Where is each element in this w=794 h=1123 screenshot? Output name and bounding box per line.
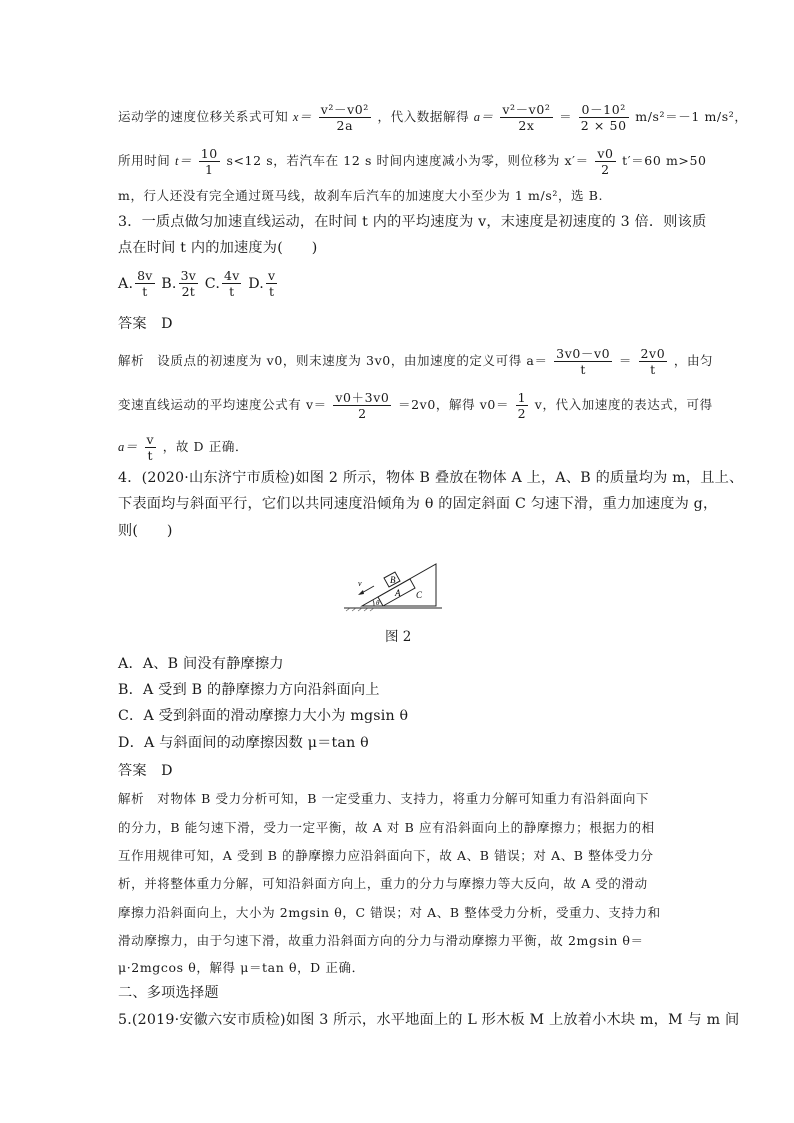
solution-line: m，行人还没有完全通过斑马线，故刹车后汽车的加速度大小至少为 1 m/s²，选 B. — [118, 188, 604, 203]
fraction: $\frac{10}{1}$ — [200, 146, 218, 177]
option-d: D．A 与斜面间的动摩擦因数 μ＝tan θ — [118, 735, 369, 751]
explanation-line: a＝ $\frac{v}{t}$ ，故 D 正确． — [118, 432, 249, 463]
option-c: C．A 受到斜面的滑动摩擦力大小为 mgsin θ — [118, 708, 409, 724]
label-c: C — [416, 590, 423, 600]
fraction: $\frac{\text{v²－v0²}}{2x}$ — [502, 102, 551, 133]
explanation-line: 互作用规律可知，A 受到 B 的静摩擦力应沿斜面向下，故 A、B 错误；对 A、B 整体受力分 — [118, 848, 654, 863]
explanation-line: 解析 对物体 B 受力分析可知，B 一定受重力、支持力，将重力分解可知重力有沿斜面向下 — [118, 791, 650, 806]
option-a: A．A、B 间没有静摩擦力 — [118, 656, 284, 672]
figure-caption: 图 2 — [385, 629, 412, 645]
answer-label: 答案 D — [118, 316, 173, 332]
option-b: B. $\frac{3v}{2t}$ — [161, 268, 197, 299]
question-5-stem: 5.(2019·安徽六安市质检)如图 3 所示，水平地面上的 L 形木板 M 上放着小木块 m，M 与 m 间 — [118, 1012, 740, 1028]
fraction: $\frac{\text{0－10²}}{2 \times 50}$ — [580, 102, 627, 133]
incline-diagram — [340, 548, 446, 612]
section-heading: 二、多项选择题 — [118, 985, 219, 1001]
question-4-stem: 则( ) — [118, 523, 173, 539]
answer-label: 答案 D — [118, 763, 173, 779]
option-c: C. $\frac{4v}{t}$ — [204, 268, 240, 299]
label-theta: θ — [376, 599, 380, 607]
question-3-options — [118, 268, 682, 299]
fraction: $\frac{1}{2}$ — [517, 390, 527, 421]
question-3-stem: 3．一质点做匀加速直线运动，在时间 t 内的平均速度为 v，末速度是初速度的 3 倍．则该质 — [118, 214, 707, 230]
explanation-line: 的分力，B 能匀速下滑，受力一定平衡，故 A 对 B 应有沿斜面向上的静摩擦力；根据力的相 — [118, 820, 655, 835]
label-a: A — [395, 588, 401, 598]
solution-line: 所用时间 t＝ $\frac{10}{1}$ s<12 s，若汽车在 12 s 时间内速度减小为零，则位移为 x′＝ $\frac{v0}{2}$ t′＝60 m>50 — [118, 146, 707, 177]
solution-line: 运动学的速度位移关系式可知 x＝ $\frac{\text{v²－v0²}}{2a}$ ，代入数据解得 a＝ $\frac{\text{v²－v0²}}{2x}$ ＝ $\frac{\text{0－10²}}{2 \times 50}$ m/s²＝－1 m/s²， — [118, 102, 748, 133]
fraction: $\frac{\text{v²－v0²}}{2a}$ — [320, 102, 369, 133]
explanation-line: μ·2mgcos θ，解得 μ＝tan θ，D 正确． — [118, 960, 365, 975]
option-a: A. $\frac{8v}{t}$ — [118, 268, 153, 299]
question-3-stem: 点在时间 t 内的加速度为( ) — [118, 240, 318, 256]
fraction: $\frac{v0+3v0}{2}$ — [335, 390, 390, 421]
fraction: $\frac{2v0}{t}$ — [640, 346, 666, 377]
fraction: $\frac{v0}{2}$ — [597, 146, 614, 177]
explanation-line: 摩擦力沿斜面向上，大小为 2mgsin θ，C 错误；对 A、B 整体受力分析，受重力、支持力和 — [118, 905, 661, 920]
explanation-line: 解析 设质点的初速度为 v0，则末速度为 3v0，由加速度的定义可得 a＝ $\frac{3v0-v0}{t}$ ＝ $\frac{2v0}{t}$ ，由匀 — [118, 346, 714, 377]
label-b: B — [390, 575, 396, 585]
question-4-stem: 下表面均与斜面平行，它们以共同速度沿倾角为 θ 的固定斜面 C 匀速下滑，重力加速度为 g， — [118, 496, 718, 512]
option-b: B．A 受到 B 的静摩擦力方向沿斜面向上 — [118, 682, 380, 698]
fraction: $\frac{3v0-v0}{t}$ — [556, 346, 611, 377]
label-v: v — [358, 579, 362, 588]
explanation-line: 析，并将整体重力分解，可知沿斜面方向上，重力的分力与摩擦力等大反向，故 A 受的滑动 — [118, 876, 648, 891]
fraction: $\frac{v}{t}$ — [146, 432, 155, 463]
question-4-stem: 4．(2020·山东济宁市质检)如图 2 所示，物体 B 叠放在物体 A 上，A、B 的质量均为 m，且上、 — [118, 470, 744, 486]
explanation-line: 滑动摩擦力，由于匀速下滑，故重力沿斜面方向的分力与滑动摩擦力平衡，故 2mgsin θ＝ — [118, 933, 644, 948]
explanation-line: 变速直线运动的平均速度公式有 v＝ $\frac{v0+3v0}{2}$ ＝2v0，解得 v0＝ $\frac{1}{2}$ v，代入加速度的表达式，可得 — [118, 390, 713, 421]
option-d: D. $\frac{v}{t}$ — [248, 268, 276, 299]
